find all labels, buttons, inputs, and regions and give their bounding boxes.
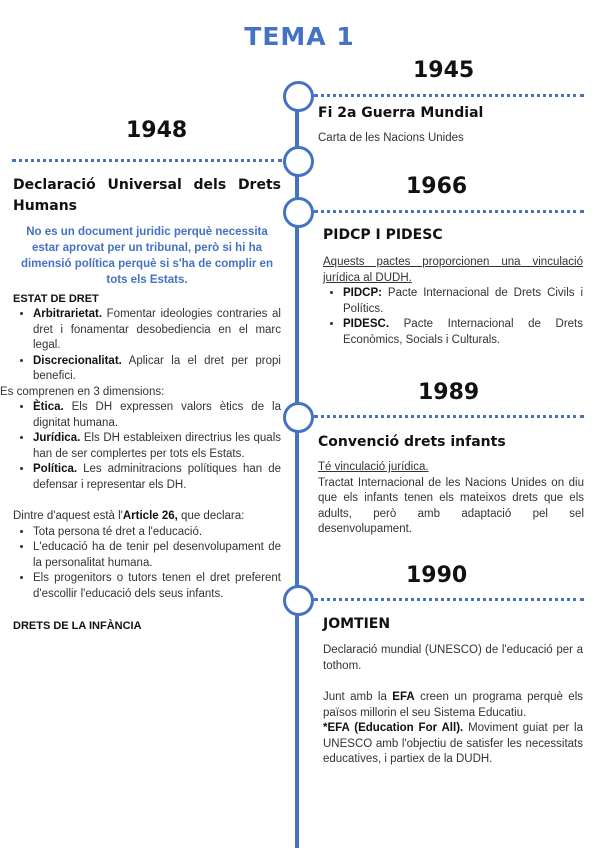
pacte-desc: Pacte Internacional de Drets Civils i Polítics. <box>343 287 583 315</box>
pacte-item <box>343 317 583 348</box>
vinculacio-note: Té vinculació jurídica. <box>318 461 429 473</box>
estat-term: Arbitrarietat. <box>33 308 103 320</box>
dimension-item <box>33 462 281 493</box>
year-1990: 1990 <box>406 563 468 588</box>
dotted-connector-1989 <box>314 415 584 418</box>
dimension-item <box>33 431 281 462</box>
event-heading-1989: Convenció drets infants <box>318 434 506 450</box>
pacte-term: PIDCP: <box>343 287 382 299</box>
article-item: • Tota persona té dret a l'educació. <box>33 525 281 541</box>
dimension-desc: Els DH estableixen directrius les quals han de ser complertes per tots els Estats. <box>33 432 281 460</box>
p2-post: creen un programa perquè els països millorin el seu Sistema Educatiu. <box>323 691 583 719</box>
estat-desc: Fomentar ideologies contraries al dret i fonamentar desobediencia en el marc legal. <box>33 308 281 351</box>
dimension-term: Jurídica. <box>33 432 81 444</box>
timeline-node-1989 <box>283 402 314 433</box>
estat-item <box>33 307 281 354</box>
dudh-note: No es un document juridic perquè necessita estar aprovat per un tribunal, però si hi ha dimensió política perquè si s'ha de complir en tots els Estats. <box>21 226 273 286</box>
dimensions-list <box>13 400 281 493</box>
dimension-term: Política. <box>33 463 78 475</box>
article-item: • Els progenitors o tutors tenen el dret preferent d'escollir l'educació dels seus infants. <box>33 571 281 602</box>
dotted-connector-1966 <box>314 210 584 213</box>
article-item: • L'educació ha de tenir pel desenvolupament de la personalitat humana. <box>33 540 281 571</box>
dimension-desc: Els DH expressen valors ètics de la dignitat humana. <box>33 401 281 429</box>
estat-de-dret-title: ESTAT DE DRET <box>13 293 99 305</box>
estat-term: Discrecionalitat. <box>33 354 122 367</box>
dudh-body <box>0 292 281 632</box>
jomtien-p3 <box>323 721 583 768</box>
article-post: que declara: <box>177 510 245 522</box>
timeline-node-1966 <box>283 197 314 228</box>
page-title: TEMA 1 <box>244 22 355 51</box>
article-bold: Article 26, <box>122 510 178 522</box>
p2-pre: Junt amb la <box>323 691 393 703</box>
year-1966: 1966 <box>406 174 468 199</box>
event-body-1966 <box>323 255 583 348</box>
dimensions-intro: Es comprenen en 3 dimensions: <box>0 385 165 398</box>
p3-bold: *EFA (Education For All). <box>323 722 464 734</box>
estat-list <box>13 307 281 385</box>
event-text-1945: Carta de les Nacions Unides <box>318 132 464 144</box>
article-list <box>13 525 281 603</box>
event-heading-1990: JOMTIEN <box>323 616 391 632</box>
event-body-1990 <box>323 643 583 768</box>
dimension-desc: Les adminitracions polítiques han de defensar i representar els DH. <box>33 463 281 491</box>
pactes-intro: Aquests pactes proporcionen una vinculació jurídica al DUDH. <box>323 256 583 284</box>
article-pre: Dintre d'aquest està l' <box>13 510 123 522</box>
dimension-item <box>33 400 281 431</box>
pacte-item <box>343 286 583 317</box>
event-heading-1966: PIDCP I PIDESC <box>323 227 443 243</box>
event-body-1989 <box>318 460 584 538</box>
dimension-term: Ètica. <box>33 401 64 413</box>
dotted-connector-1948 <box>12 159 282 162</box>
pacte-desc: Pacte Internacional de Drets Econòmics, Socials i Culturals. <box>343 318 583 346</box>
timeline-node-1990 <box>283 585 314 616</box>
timeline-node-1948 <box>283 146 314 177</box>
event-heading-1948-text: Declaració Universal dels Drets Humans <box>13 177 281 214</box>
year-1989: 1989 <box>418 380 480 405</box>
article-intro <box>13 509 281 525</box>
event-text-1989: Tractat Internacional de les Nacions Unides on diu que els infants tenen els mateixos drets que els adults, però amb adaptació pel sel desenvolupament. <box>318 476 584 535</box>
dotted-connector-1945 <box>314 94 584 97</box>
event-heading-1945: Fi 2a Guerra Mundial <box>318 105 484 121</box>
estat-desc: Aplicar la el dret per propi benefici. <box>33 354 281 382</box>
drets-infancia-heading: DRETS DE LA INFÀNCIA <box>13 620 142 632</box>
estat-item <box>33 354 281 385</box>
event-heading-1948 <box>13 175 281 217</box>
pacte-term: PIDESC. <box>343 318 390 330</box>
year-1945: 1945 <box>413 58 475 83</box>
pactes-list <box>323 286 583 348</box>
p2-bold: EFA <box>392 691 415 703</box>
year-1948: 1948 <box>126 118 188 143</box>
timeline-node-1945 <box>283 81 314 112</box>
dotted-connector-1990 <box>314 598 584 601</box>
jomtien-p1: Declaració mundial (UNESCO) de l'educació per a tothom. <box>323 644 583 672</box>
jomtien-p2 <box>323 690 583 721</box>
p3-post: Moviment guiat per la UNESCO amb l'objectiu de satisfer les necessitats educatives, i partiex de la DUDH. <box>323 722 583 765</box>
